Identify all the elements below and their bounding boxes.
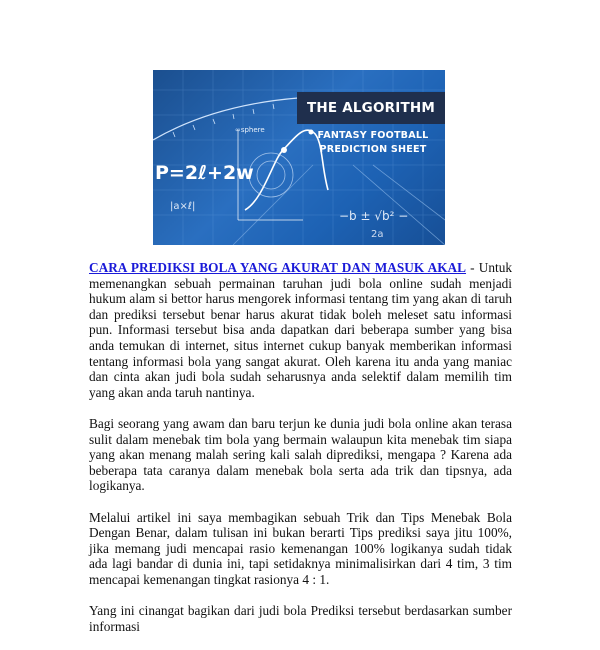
- curve-point: [281, 147, 287, 153]
- ruler-label: ∞sphere: [235, 126, 265, 134]
- hero-subtitle-line1: FANTASY FOOTBALL: [317, 130, 429, 141]
- paragraph-2: Bagi seorang yang awam dan baru terjun ke dunia judi bola online akan terasa sulit dalam menebak tim bola yang bermain walaupun kita menebak tim siapa yang akan menang malah sering kali salah diprediksi, mengapa ? Karena ada beberapa tata caranya dalam menebak bola serta ada trik dan tipsnya, ada logikanya.: [89, 415, 512, 494]
- hero-title: THE ALGORITHM: [297, 92, 445, 124]
- formula-main: P=2ℓ+2w: [155, 162, 254, 184]
- paragraph-intro-text: - Untuk memenangkan sebuah permainan taruhan judi bola online sudah menjadi hukum alam si bettor harus mengorek informasi tentang tim yang akan di taruh dan prediksi tersebut benar harus akurat tidak boleh meleset satu informasi pun. Informasi tersebut bisa anda dapatkan dari beberapa sumber yang bisa anda temukan di internet, situs internet cukup banyak memberikan informasi tentang informasi bola yang sangat akurat. Oleh karena itu anda yang maniac dan cinta akan judi bola sudah seharusnya anda selektif dalam memilih tim yang akan anda taruh nantinya.: [89, 260, 512, 400]
- formula-quadratic: −b ± √b² −: [339, 209, 409, 223]
- ruler-arc: [153, 98, 298, 140]
- paragraph-intro: [89, 260, 512, 400]
- paragraph-3: Melalui artikel ini saya membagikan sebuah Trik dan Tips Menebak Bola Dengan Benar, dalam tulisan ini bukan berarti Tips prediksi saya jitu 100%, jika memang judi mencapai rasio kemenangan 100% logikanya sudah tidak ada lagi bandar di dunia ini, tapi setidaknya minimalisirkan dari 4 tim, 3 tim mencapai kemenangan tingkat rasionya 4 : 1.: [89, 509, 512, 587]
- formula-small: |a×ℓ|: [170, 201, 196, 212]
- article-body: [89, 260, 512, 650]
- curve-line: [245, 130, 328, 210]
- hero-image: [153, 70, 445, 245]
- formula-denominator: 2a: [371, 229, 384, 240]
- paragraph-4: Yang ini cinangat bagikan dari judi bola Prediksi tersebut berdasarkan sumber informasi: [89, 603, 512, 634]
- article-title-link[interactable]: CARA PREDIKSI BOLA YANG AKURAT DAN MASUK AKAL: [89, 260, 467, 275]
- hero-subtitle-line2: PREDICTION SHEET: [319, 144, 427, 155]
